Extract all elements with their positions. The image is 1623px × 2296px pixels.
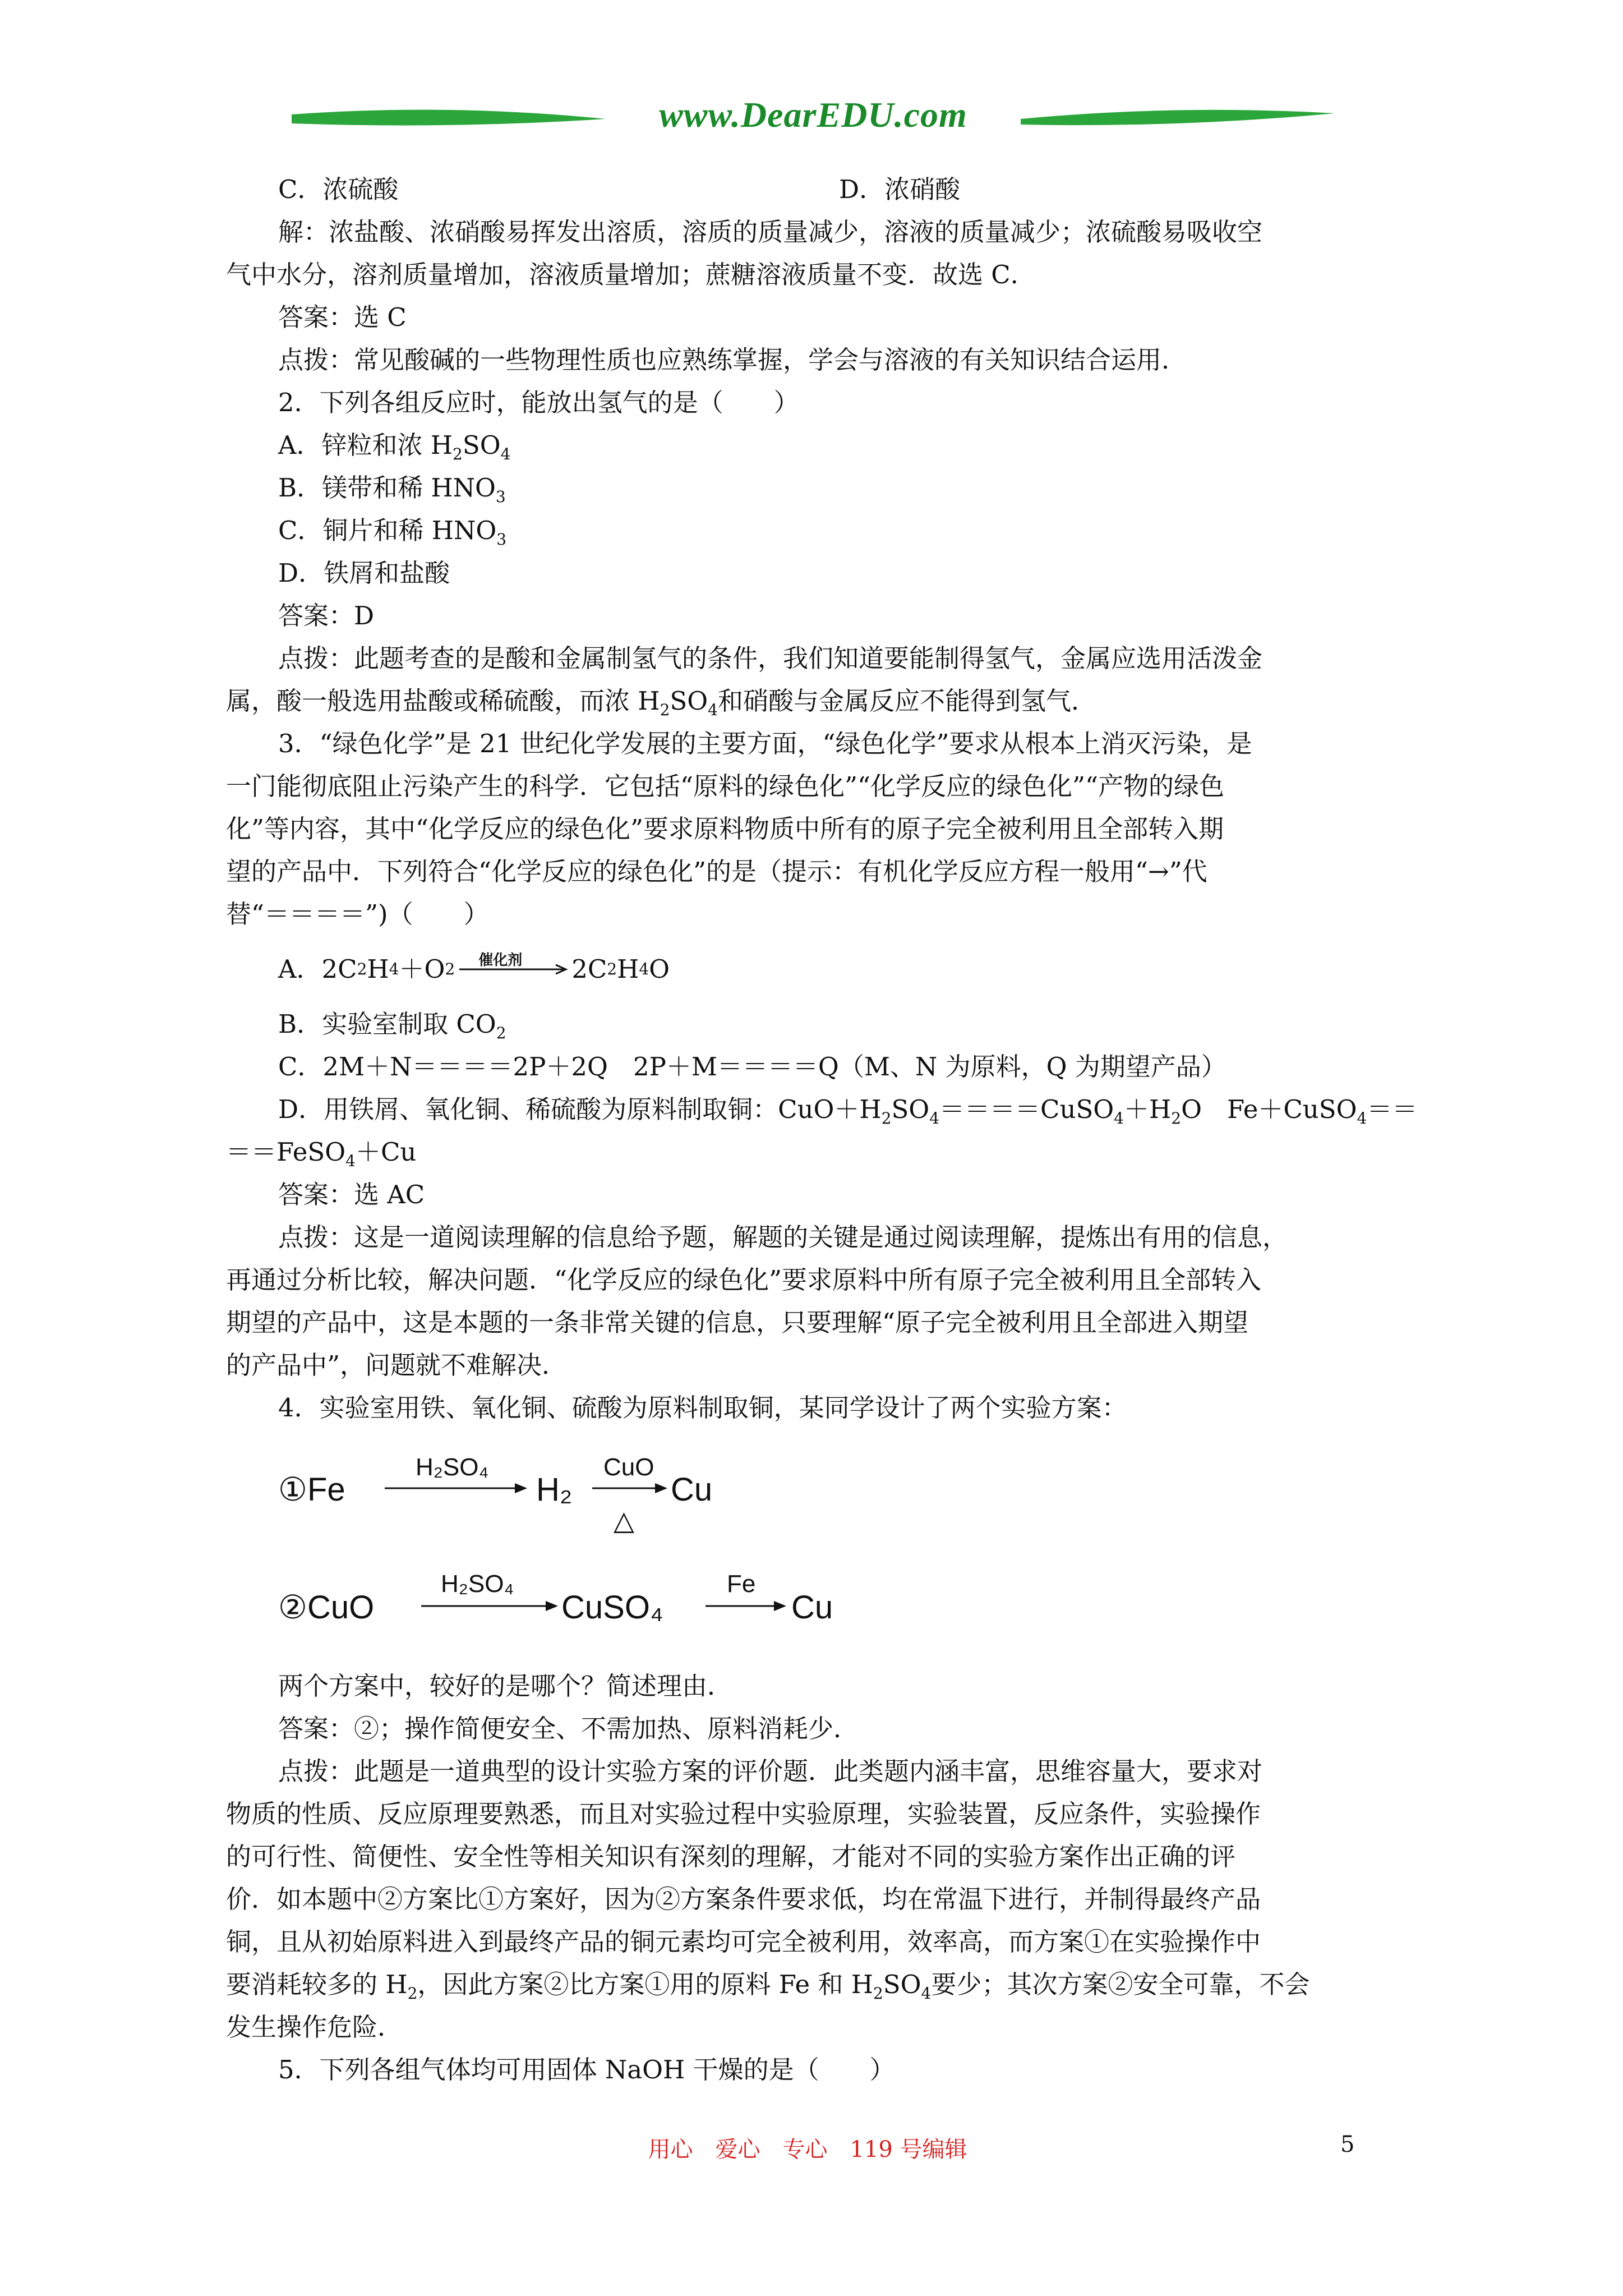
scheme-1-condition: △ xyxy=(614,1506,634,1536)
text-run: H xyxy=(367,954,389,984)
subscript: 2 xyxy=(1171,1109,1182,1128)
scheme-1-reagent-2: CuO xyxy=(603,1453,654,1481)
option-d: D．铁屑和盐酸 xyxy=(278,558,450,588)
text-run: ＋Cu xyxy=(355,1137,417,1167)
scheme-2-reagent-1: H₂SO₄ xyxy=(441,1570,514,1598)
scheme-1-mid: H₂ xyxy=(536,1471,573,1508)
text-run: ＋O xyxy=(399,954,445,984)
subscript: 2 xyxy=(453,445,463,463)
scheme-1 xyxy=(278,1429,1417,1553)
option-a xyxy=(278,424,1417,467)
subscript: 3 xyxy=(496,530,507,549)
option-c: C．2M＋N＝＝＝＝2P＋2Q 2P＋M＝＝＝＝Q（M、N 为原料，Q 为期望产品） xyxy=(278,1052,1227,1082)
option-d xyxy=(278,1088,1417,1131)
subscript: 2 xyxy=(873,1984,883,2003)
scheme-1-reagent-1: H₂SO₄ xyxy=(416,1453,489,1481)
text-line: 再通过分析比较，解决问题．“化学反应的绿色化”要求原料中所有原子完全被利用且全部转入 xyxy=(226,1265,1262,1295)
text-run: D．用铁屑、氧化铜、稀硫酸为原料制取铜：CuO＋H xyxy=(278,1094,882,1124)
subscript: 2 xyxy=(496,1024,506,1042)
options-line xyxy=(278,168,1417,211)
subscript: 4 xyxy=(929,1109,940,1128)
arrow-icon xyxy=(385,1480,531,1497)
text-line: 化”等内容，其中“化学反应的绿色化”要求原料物质中所有的原子完全被利用且全部转入期 xyxy=(226,814,1224,844)
text-line: 发生操作危险． xyxy=(226,2012,403,2042)
text-run: ，因此方案②比方案①用的原料 Fe 和 H xyxy=(417,1970,873,1999)
subscript: 2 xyxy=(407,1984,418,2003)
catalyst-arrow xyxy=(457,952,569,981)
arrow-icon xyxy=(457,958,569,981)
hint-line: 点拨：此题是一道典型的设计实验方案的评价题．此类题内涵丰富，思维容量大，要求对 xyxy=(278,1756,1263,1786)
page-footer xyxy=(0,2132,1623,2165)
subscript: 2 xyxy=(660,701,670,719)
subscript: 2 xyxy=(881,1109,892,1128)
hint-line: 点拨：常见酸碱的一些物理性质也应熟练掌握，学会与溶液的有关知识结合运用． xyxy=(278,345,1187,375)
page-number: 5 xyxy=(1340,2132,1355,2157)
text-run: SO xyxy=(462,430,501,460)
arrow-icon xyxy=(592,1480,671,1497)
text-run: 要少；其次方案②安全可靠，不会 xyxy=(931,1970,1310,1999)
option-a-equation: A．2C 2 H 4 ＋O 2 催化剂 2C 2 H 4 O xyxy=(278,936,1417,1003)
text-run: B．实验室制取 CO xyxy=(278,1009,496,1039)
answer-line: 答案：D xyxy=(278,601,375,631)
right-swoosh-decoration xyxy=(1021,107,1335,131)
text-run: ＝＝FeSO xyxy=(226,1137,346,1167)
text-line xyxy=(226,1131,1417,1174)
scheme-1-start: ①Fe xyxy=(278,1471,345,1508)
text-line xyxy=(226,680,1417,723)
scheme-2-mid: CuSO₄ xyxy=(561,1589,663,1626)
option-c xyxy=(278,509,1417,552)
text-line: 期望的产品中，这是本题的一条非常关键的信息，只要理解“原子完全被利用且全部进入期望 xyxy=(226,1308,1249,1337)
text-line: 物质的性质、反应原理要熟悉，而且对实验过程中实验原理，实验装置，反应条件，实验操作 xyxy=(226,1799,1261,1829)
option-b xyxy=(278,467,1417,509)
text-run: 2C xyxy=(571,954,607,984)
site-logo: www.DearEDU.com xyxy=(659,95,967,135)
subscript: 3 xyxy=(495,487,506,506)
scheme-2 xyxy=(278,1553,1417,1665)
answer-line: 答案：选 C xyxy=(278,302,407,332)
text-run: SO xyxy=(891,1094,930,1124)
text-run: H xyxy=(617,954,639,984)
subscript: 4 xyxy=(1114,1109,1124,1128)
text-line: 的产品中”，问题就不难解决． xyxy=(226,1350,568,1380)
text-run: SO xyxy=(670,686,708,716)
text-run: SO xyxy=(883,1970,921,1999)
hint-line: 点拨：这是一道阅读理解的信息给予题，解题的关键是通过阅读理解，提炼出有用的信息， xyxy=(278,1222,1288,1252)
subscript: 4 xyxy=(345,1152,356,1170)
text-line: 铜，且从初始原料进入到最终产品的铜元素均可完全被利用，效率高，而方案①在实验操作中 xyxy=(226,1927,1261,1957)
text-line: 两个方案中，较好的是哪个？简述理由． xyxy=(278,1671,733,1701)
left-swoosh-decoration xyxy=(292,107,606,131)
arrow-icon xyxy=(706,1598,790,1614)
text-line: 解：浓盐酸、浓硝酸易挥发出溶质，溶质的质量减少，溶液的质量减少；浓硫酸易吸收空 xyxy=(278,217,1263,247)
scheme-2-start: ②CuO xyxy=(278,1589,375,1626)
subscript: 4 xyxy=(1357,1109,1367,1128)
text-line: 气中水分，溶剂质量增加，溶液质量增加；蔗糖溶液质量不变．故选 C． xyxy=(226,260,1036,289)
text-run: 和硝酸与金属反应不能得到氢气． xyxy=(717,686,1096,716)
question-2: 2．下列各组反应时，能放出氢气的是（ ） xyxy=(278,388,799,417)
text-run: O Fe＋CuSO xyxy=(1181,1094,1357,1124)
question-5: 5．下列各组气体均可用固体 NaOH 干燥的是（ ） xyxy=(278,2055,895,2085)
document-body xyxy=(226,168,1418,2091)
question-4: 4．实验室用铁、氧化铜、硫酸为原料制取铜，某同学设计了两个实验方案： xyxy=(278,1393,1127,1423)
text-run: O xyxy=(649,954,670,984)
answer-line: 答案：选 AC xyxy=(278,1180,425,1209)
subscript: 4 xyxy=(708,701,718,719)
catalyst-label: 催化剂 xyxy=(478,952,523,969)
option-b xyxy=(278,1003,1417,1046)
answer-line: 答案：②；操作简便安全、不需加热、原料消耗少． xyxy=(278,1714,859,1743)
scheme-2-reagent-2: Fe xyxy=(727,1570,756,1598)
text-line: 价．如本题中②方案比①方案好，因为②方案条件要求低，均在常温下进行，并制得最终产品 xyxy=(226,1884,1261,1914)
text-run: ＝＝＝＝CuSO xyxy=(939,1094,1114,1124)
text-line: 一门能彻底阻止污染产生的科学．它包括“原料的绿色化”“化学反应的绿色化”“产物的绿色 xyxy=(226,771,1225,801)
text-run: C．铜片和稀 HNO xyxy=(278,516,497,545)
scheme-1-end: Cu xyxy=(671,1471,713,1508)
header-banner xyxy=(292,84,1335,151)
text-line: 望的产品中．下列符合“化学反应的绿色化”的是（提示：有机化学反应方程一般用“→”代 xyxy=(226,857,1207,886)
footer-slogan: 用心 爱心 专心 119 号编辑 xyxy=(648,2137,967,2162)
hint-line: 点拨：此题考查的是酸和金属制氢气的条件，我们知道要能制得氢气，金属应选用活泼金 xyxy=(278,643,1263,673)
text-run: A．2C xyxy=(278,954,357,984)
text-line: 替“＝＝＝＝”)（ ） xyxy=(226,899,489,929)
question-3: 3．“绿色化学”是 21 世纪化学发展的主要方面，“绿色化学”要求从根本上消灭污染，是 xyxy=(278,729,1252,758)
text-run: 属，酸一般选用盐酸或稀硫酸，而浓 H xyxy=(226,686,660,716)
subscript: 4 xyxy=(921,1984,932,2003)
text-run: A．锌粒和浓 H xyxy=(278,430,453,460)
text-run: ＝＝ xyxy=(1367,1094,1418,1124)
subscript: 4 xyxy=(500,445,511,463)
option-d: D．浓硝酸 xyxy=(839,174,961,204)
scheme-2-end: Cu xyxy=(791,1589,833,1626)
text-run: ＋H xyxy=(1124,1094,1172,1124)
text-run: B．镁带和稀 HNO xyxy=(278,473,496,503)
text-run: 要消耗较多的 H xyxy=(226,1970,408,1999)
text-line: 的可行性、简便性、安全性等相关知识有深刻的理解，才能对不同的实验方案作出正确的评 xyxy=(226,1842,1236,1871)
text-line xyxy=(226,1963,1417,2006)
option-c: C．浓硫酸 xyxy=(278,174,399,204)
arrow-icon xyxy=(421,1598,561,1614)
